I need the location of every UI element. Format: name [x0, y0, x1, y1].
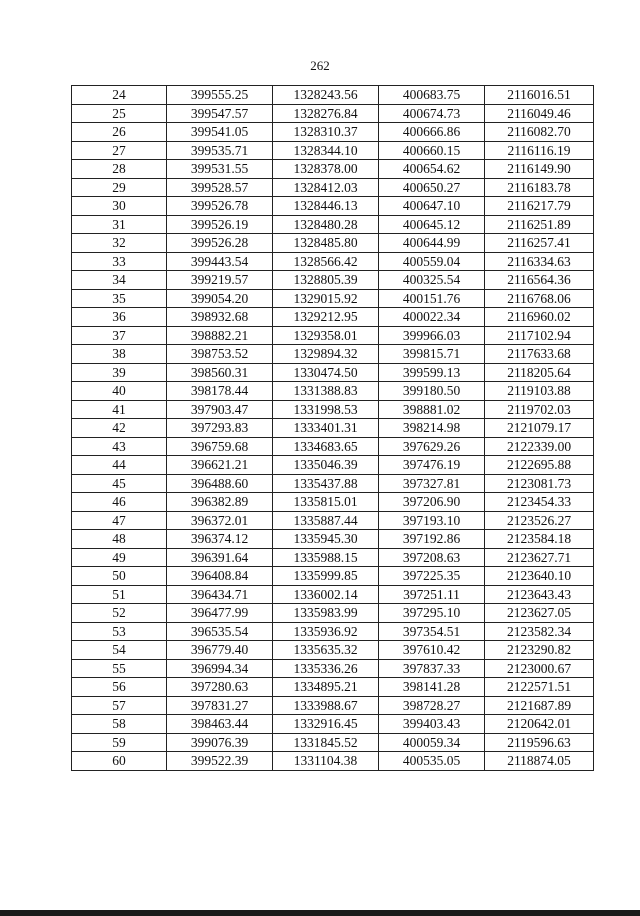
coordinate-table	[71, 85, 594, 771]
y1-cell: 1331845.52	[273, 733, 379, 752]
y1-cell: 1328485.80	[273, 234, 379, 253]
y2-cell: 2123584.18	[485, 530, 594, 549]
point-number-cell: 43	[72, 437, 167, 456]
y1-cell: 1331104.38	[273, 752, 379, 771]
x1-cell: 399528.57	[167, 178, 273, 197]
y1-cell: 1335887.44	[273, 511, 379, 530]
x2-cell: 399180.50	[379, 382, 485, 401]
y2-cell: 2117633.68	[485, 345, 594, 364]
x2-cell: 399966.03	[379, 326, 485, 345]
y1-cell: 1328446.13	[273, 197, 379, 216]
table-row	[72, 604, 594, 623]
table-row	[72, 659, 594, 678]
table-row	[72, 160, 594, 179]
x1-cell: 398932.68	[167, 308, 273, 327]
x2-cell: 398214.98	[379, 419, 485, 438]
x2-cell: 397327.81	[379, 474, 485, 493]
x1-cell: 399555.25	[167, 86, 273, 105]
point-number-cell: 57	[72, 696, 167, 715]
x2-cell: 400650.27	[379, 178, 485, 197]
x1-cell: 399219.57	[167, 271, 273, 290]
x1-cell: 397280.63	[167, 678, 273, 697]
y2-cell: 2122695.88	[485, 456, 594, 475]
point-number-cell: 54	[72, 641, 167, 660]
y2-cell: 2116049.46	[485, 104, 594, 123]
table-row	[72, 400, 594, 419]
y1-cell: 1336002.14	[273, 585, 379, 604]
y1-cell: 1335046.39	[273, 456, 379, 475]
table-row	[72, 493, 594, 512]
y1-cell: 1335336.26	[273, 659, 379, 678]
x1-cell: 399526.28	[167, 234, 273, 253]
y1-cell: 1329212.95	[273, 308, 379, 327]
x2-cell: 400535.05	[379, 752, 485, 771]
x1-cell: 397831.27	[167, 696, 273, 715]
table-row	[72, 123, 594, 142]
y2-cell: 2123000.67	[485, 659, 594, 678]
x2-cell: 397354.51	[379, 622, 485, 641]
y2-cell: 2121687.89	[485, 696, 594, 715]
x1-cell: 396621.21	[167, 456, 273, 475]
table-row	[72, 308, 594, 327]
y1-cell: 1328276.84	[273, 104, 379, 123]
x2-cell: 400022.34	[379, 308, 485, 327]
point-number-cell: 46	[72, 493, 167, 512]
y2-cell: 2116149.90	[485, 160, 594, 179]
table-row	[72, 715, 594, 734]
y2-cell: 2121079.17	[485, 419, 594, 438]
y2-cell: 2116016.51	[485, 86, 594, 105]
y2-cell: 2123582.34	[485, 622, 594, 641]
x2-cell: 397476.19	[379, 456, 485, 475]
x1-cell: 399522.39	[167, 752, 273, 771]
y1-cell: 1335635.32	[273, 641, 379, 660]
x2-cell: 397192.86	[379, 530, 485, 549]
x1-cell: 399443.54	[167, 252, 273, 271]
y2-cell: 2119596.63	[485, 733, 594, 752]
y2-cell: 2118874.05	[485, 752, 594, 771]
y1-cell: 1328566.42	[273, 252, 379, 271]
table-row	[72, 548, 594, 567]
table-row	[72, 585, 594, 604]
point-number-cell: 45	[72, 474, 167, 493]
point-number-cell: 41	[72, 400, 167, 419]
x2-cell: 398881.02	[379, 400, 485, 419]
x2-cell: 397206.90	[379, 493, 485, 512]
x1-cell: 396477.99	[167, 604, 273, 623]
point-number-cell: 58	[72, 715, 167, 734]
x1-cell: 398882.21	[167, 326, 273, 345]
y2-cell: 2119702.03	[485, 400, 594, 419]
y2-cell: 2116334.63	[485, 252, 594, 271]
point-number-cell: 36	[72, 308, 167, 327]
x2-cell: 397295.10	[379, 604, 485, 623]
y2-cell: 2123081.73	[485, 474, 594, 493]
point-number-cell: 24	[72, 86, 167, 105]
x1-cell: 399531.55	[167, 160, 273, 179]
table-row	[72, 326, 594, 345]
coordinate-table-body	[72, 86, 594, 771]
y2-cell: 2123640.10	[485, 567, 594, 586]
x1-cell: 397903.47	[167, 400, 273, 419]
x2-cell: 397837.33	[379, 659, 485, 678]
table-row	[72, 696, 594, 715]
x2-cell: 400660.15	[379, 141, 485, 160]
point-number-cell: 53	[72, 622, 167, 641]
y1-cell: 1328344.10	[273, 141, 379, 160]
y2-cell: 2122339.00	[485, 437, 594, 456]
table-row	[72, 252, 594, 271]
point-number-cell: 35	[72, 289, 167, 308]
y1-cell: 1328310.37	[273, 123, 379, 142]
y1-cell: 1333401.31	[273, 419, 379, 438]
x1-cell: 396391.64	[167, 548, 273, 567]
table-row	[72, 86, 594, 105]
point-number-cell: 34	[72, 271, 167, 290]
y1-cell: 1329358.01	[273, 326, 379, 345]
y2-cell: 2116564.36	[485, 271, 594, 290]
table-row	[72, 104, 594, 123]
x1-cell: 398560.31	[167, 363, 273, 382]
y1-cell: 1335999.85	[273, 567, 379, 586]
x1-cell: 399547.57	[167, 104, 273, 123]
y1-cell: 1331388.83	[273, 382, 379, 401]
scan-bottom-edge	[0, 910, 640, 916]
x2-cell: 399815.71	[379, 345, 485, 364]
x1-cell: 397293.83	[167, 419, 273, 438]
y1-cell: 1328412.03	[273, 178, 379, 197]
y1-cell: 1335945.30	[273, 530, 379, 549]
y1-cell: 1333988.67	[273, 696, 379, 715]
table-row	[72, 271, 594, 290]
y2-cell: 2116082.70	[485, 123, 594, 142]
x1-cell: 396759.68	[167, 437, 273, 456]
x2-cell: 400325.54	[379, 271, 485, 290]
table-row	[72, 178, 594, 197]
table-row	[72, 474, 594, 493]
y1-cell: 1335983.99	[273, 604, 379, 623]
table-row	[72, 641, 594, 660]
y2-cell: 2116257.41	[485, 234, 594, 253]
y2-cell: 2116960.02	[485, 308, 594, 327]
point-number-cell: 25	[72, 104, 167, 123]
y2-cell: 2116183.78	[485, 178, 594, 197]
y2-cell: 2123454.33	[485, 493, 594, 512]
y1-cell: 1332916.45	[273, 715, 379, 734]
table-row	[72, 141, 594, 160]
y2-cell: 2116768.06	[485, 289, 594, 308]
point-number-cell: 28	[72, 160, 167, 179]
point-number-cell: 48	[72, 530, 167, 549]
x2-cell: 400059.34	[379, 733, 485, 752]
table-row	[72, 511, 594, 530]
x1-cell: 399076.39	[167, 733, 273, 752]
x2-cell: 397629.26	[379, 437, 485, 456]
x1-cell: 396779.40	[167, 641, 273, 660]
x2-cell: 397208.63	[379, 548, 485, 567]
point-number-cell: 26	[72, 123, 167, 142]
point-number-cell: 27	[72, 141, 167, 160]
table-row	[72, 215, 594, 234]
point-number-cell: 56	[72, 678, 167, 697]
x1-cell: 398178.44	[167, 382, 273, 401]
x2-cell: 397193.10	[379, 511, 485, 530]
x2-cell: 398141.28	[379, 678, 485, 697]
y2-cell: 2123627.05	[485, 604, 594, 623]
point-number-cell: 33	[72, 252, 167, 271]
x1-cell: 396994.34	[167, 659, 273, 678]
x1-cell: 396374.12	[167, 530, 273, 549]
x2-cell: 399403.43	[379, 715, 485, 734]
x1-cell: 396372.01	[167, 511, 273, 530]
y1-cell: 1329894.32	[273, 345, 379, 364]
table-row	[72, 567, 594, 586]
point-number-cell: 44	[72, 456, 167, 475]
x2-cell: 400674.73	[379, 104, 485, 123]
x2-cell: 400683.75	[379, 86, 485, 105]
y2-cell: 2122571.51	[485, 678, 594, 697]
y1-cell: 1334895.21	[273, 678, 379, 697]
point-number-cell: 32	[72, 234, 167, 253]
y2-cell: 2123627.71	[485, 548, 594, 567]
table-row	[72, 752, 594, 771]
y1-cell: 1330474.50	[273, 363, 379, 382]
y1-cell: 1335437.88	[273, 474, 379, 493]
point-number-cell: 47	[72, 511, 167, 530]
y2-cell: 2123290.82	[485, 641, 594, 660]
table-row	[72, 678, 594, 697]
table-row	[72, 622, 594, 641]
y2-cell: 2120642.01	[485, 715, 594, 734]
x2-cell: 400666.86	[379, 123, 485, 142]
x2-cell: 398728.27	[379, 696, 485, 715]
table-row	[72, 382, 594, 401]
x2-cell: 400645.12	[379, 215, 485, 234]
x1-cell: 396434.71	[167, 585, 273, 604]
point-number-cell: 31	[72, 215, 167, 234]
table-row	[72, 289, 594, 308]
x1-cell: 399526.78	[167, 197, 273, 216]
point-number-cell: 42	[72, 419, 167, 438]
table-row	[72, 530, 594, 549]
table-row	[72, 437, 594, 456]
point-number-cell: 37	[72, 326, 167, 345]
y2-cell: 2116251.89	[485, 215, 594, 234]
table-row	[72, 363, 594, 382]
y2-cell: 2117102.94	[485, 326, 594, 345]
y2-cell: 2116217.79	[485, 197, 594, 216]
y2-cell: 2116116.19	[485, 141, 594, 160]
x2-cell: 400151.76	[379, 289, 485, 308]
point-number-cell: 30	[72, 197, 167, 216]
x1-cell: 398463.44	[167, 715, 273, 734]
table-row	[72, 234, 594, 253]
x2-cell: 399599.13	[379, 363, 485, 382]
page-number: 262	[310, 58, 330, 73]
point-number-cell: 38	[72, 345, 167, 364]
point-number-cell: 39	[72, 363, 167, 382]
x1-cell: 396408.84	[167, 567, 273, 586]
x1-cell: 399526.19	[167, 215, 273, 234]
point-number-cell: 55	[72, 659, 167, 678]
y1-cell: 1329015.92	[273, 289, 379, 308]
table-row	[72, 419, 594, 438]
y2-cell: 2123526.27	[485, 511, 594, 530]
table-row	[72, 733, 594, 752]
y1-cell: 1328243.56	[273, 86, 379, 105]
x1-cell: 399054.20	[167, 289, 273, 308]
table-row	[72, 345, 594, 364]
x2-cell: 400559.04	[379, 252, 485, 271]
x1-cell: 396382.89	[167, 493, 273, 512]
y1-cell: 1328480.28	[273, 215, 379, 234]
x2-cell: 397610.42	[379, 641, 485, 660]
point-number-cell: 50	[72, 567, 167, 586]
point-number-cell: 60	[72, 752, 167, 771]
x2-cell: 400647.10	[379, 197, 485, 216]
point-number-cell: 29	[72, 178, 167, 197]
y1-cell: 1335815.01	[273, 493, 379, 512]
x1-cell: 396488.60	[167, 474, 273, 493]
x2-cell: 397251.11	[379, 585, 485, 604]
y1-cell: 1334683.65	[273, 437, 379, 456]
y2-cell: 2118205.64	[485, 363, 594, 382]
y1-cell: 1328378.00	[273, 160, 379, 179]
x1-cell: 399541.05	[167, 123, 273, 142]
point-number-cell: 52	[72, 604, 167, 623]
y1-cell: 1331998.53	[273, 400, 379, 419]
x1-cell: 398753.52	[167, 345, 273, 364]
point-number-cell: 59	[72, 733, 167, 752]
y1-cell: 1335988.15	[273, 548, 379, 567]
y1-cell: 1328805.39	[273, 271, 379, 290]
x2-cell: 400644.99	[379, 234, 485, 253]
point-number-cell: 51	[72, 585, 167, 604]
x1-cell: 399535.71	[167, 141, 273, 160]
x2-cell: 400654.62	[379, 160, 485, 179]
point-number-cell: 40	[72, 382, 167, 401]
table-row	[72, 456, 594, 475]
y2-cell: 2119103.88	[485, 382, 594, 401]
point-number-cell: 49	[72, 548, 167, 567]
y2-cell: 2123643.43	[485, 585, 594, 604]
table-row	[72, 197, 594, 216]
x2-cell: 397225.35	[379, 567, 485, 586]
x1-cell: 396535.54	[167, 622, 273, 641]
y1-cell: 1335936.92	[273, 622, 379, 641]
